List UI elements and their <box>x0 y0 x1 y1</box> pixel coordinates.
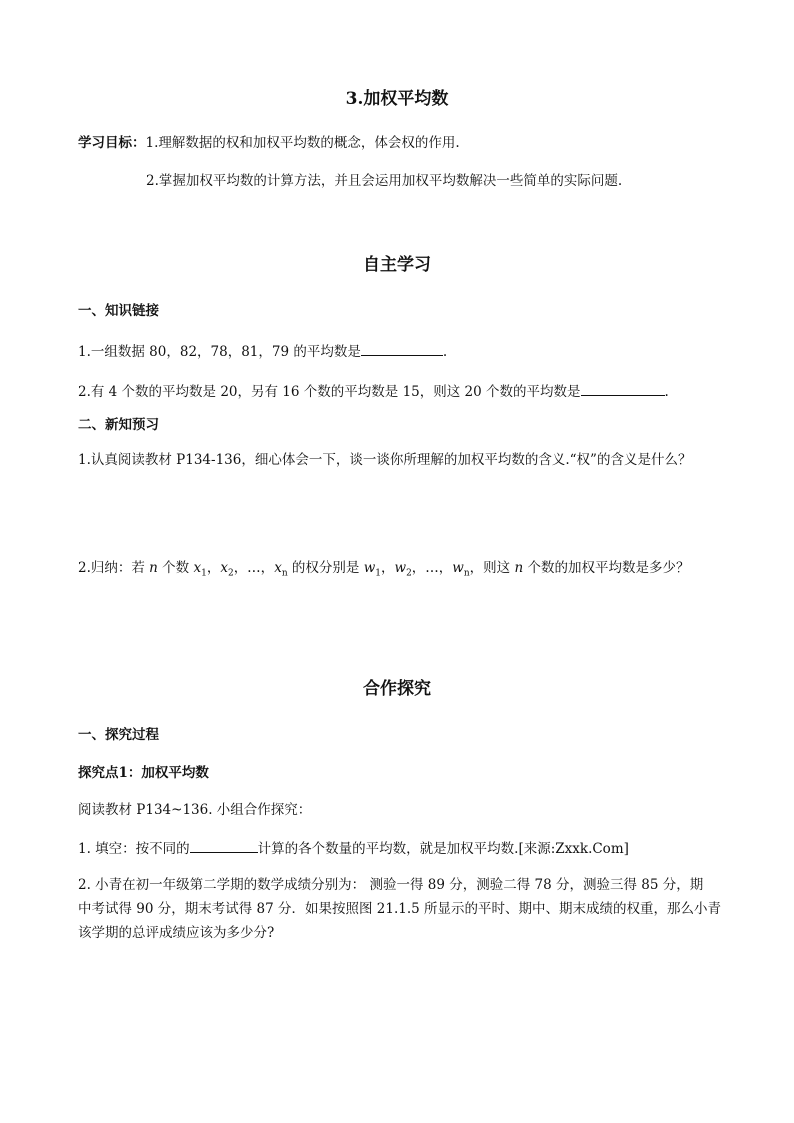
question-1-text: 1.一组数据 80，82，78，81，79 的平均数是 <box>78 344 361 360</box>
exploration-point-title: 探究点1：加权平均数 <box>78 765 209 781</box>
answer-blank-1[interactable] <box>361 341 443 356</box>
fill-in-text-b: 计算的各个数量的平均数，就是加权平均数.[来源:Zxxk.Com] <box>257 841 629 857</box>
question-1 <box>78 341 447 361</box>
answer-blank-2[interactable] <box>581 381 665 396</box>
section-heading-cooperation: 合作探究 <box>363 679 431 699</box>
answer-blank-3[interactable] <box>190 838 258 853</box>
learning-goals-label: 学习目标： <box>78 135 146 151</box>
learning-goal-1: 1.理解数据的权和加权平均数的概念，体会权的作用. <box>145 135 460 151</box>
question-2 <box>78 381 669 401</box>
question-xiaoqing-line-2: 中考试得 90 分，期末考试得 87 分．如果按照图 21.1.5 所显示的平时、期中、期末成绩的权重，那么小青 <box>78 901 722 917</box>
reading-instruction: 阅读教材 P134~136. 小组合作探究： <box>78 802 312 818</box>
document-title: 3.加权平均数 <box>345 89 449 109</box>
question-1-end: . <box>442 344 448 360</box>
question-4: 2.归纳：若 n 个数 $x_1$，$x_2$，…，$x_n$ 的权分别是 $w_1$，$w_2$，…，$w_n$，则这 n 个数的加权平均数是多少？ <box>78 560 690 579</box>
section-heading-self-study: 自主学习 <box>363 255 431 275</box>
question-xiaoqing-line-1: 2. 小青在初一年级第二学期的数学成绩分别为： 测验一得 89 分，测验二得 78 分，测验三得 85 分，期 <box>78 877 704 893</box>
knowledge-link-title: 一、知识链接 <box>78 303 159 319</box>
fill-in-text-a: 1. 填空：按不同的 <box>78 841 190 857</box>
question-2-text: 2.有 4 个数的平均数是 20，另有 16 个数的平均数是 15，则这 20 个数的平均数是 <box>78 384 581 400</box>
question-2-end: . <box>664 384 669 400</box>
exploration-process-title: 一、探究过程 <box>78 727 159 743</box>
question-xiaoqing-line-3: 该学期的总评成绩应该为多少分? <box>78 925 275 941</box>
learning-goal-2: 2.掌握加权平均数的计算方法，并且会运用加权平均数解决一些简单的实际问题. <box>146 173 623 189</box>
preview-title: 二、新知预习 <box>78 417 159 433</box>
learning-goals-line-1 <box>78 134 460 152</box>
fill-in-question <box>78 838 629 858</box>
question-3: 1.认真阅读教材 P134-136，细心体会一下，谈一谈你所理解的加权平均数的含义.“权”的含义是什么？ <box>78 452 692 468</box>
